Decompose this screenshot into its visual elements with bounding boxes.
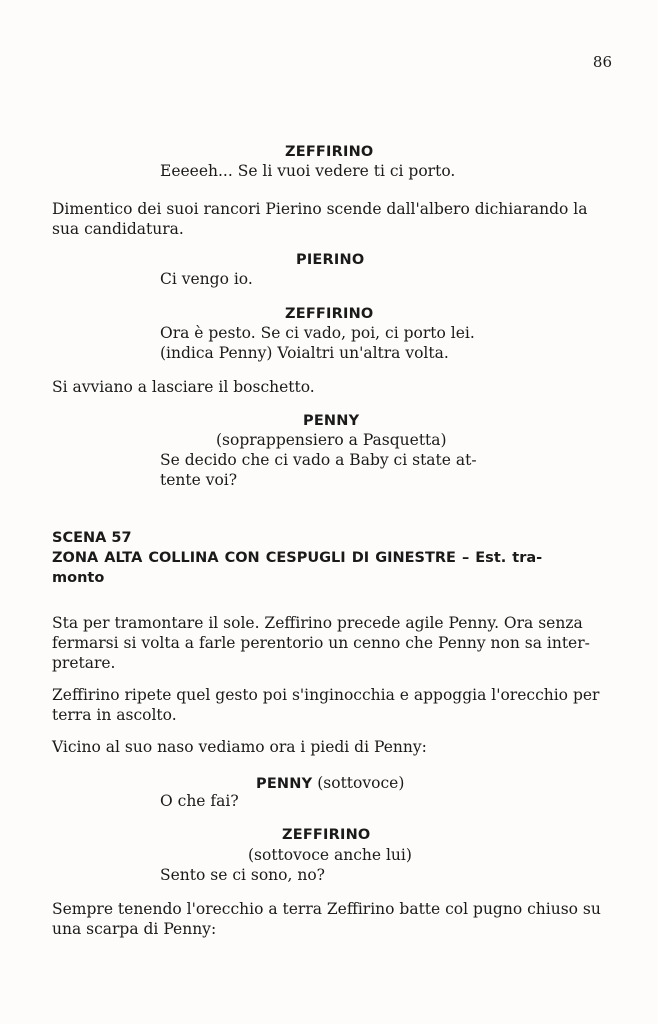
action-paragraph: [52, 613, 612, 673]
dialogue-line: Sento se ci sono, no?: [160, 866, 325, 884]
dialogue-line: Ora è pesto. Se ci vado, poi, ci porto lei.: [160, 324, 475, 342]
dialogue-block: [160, 323, 510, 363]
action-line: Sta per tramontare il sole. Zeffirino precede agile Penny. Ora senza: [52, 614, 583, 632]
action-paragraph: [52, 685, 612, 725]
action-line: Zeffirino ripete quel gesto poi s'inginocchia e appoggia l'orecchio per: [52, 686, 600, 704]
page-number: 86: [592, 53, 612, 71]
parenthetical: (soprappensiero a Pasquetta): [216, 431, 447, 449]
action-paragraph: [52, 899, 612, 939]
scene-location: ZONA ALTA COLLINA CON CESPUGLI DI GINESTRE – Est. tra-: [52, 550, 543, 566]
scene-heading: [52, 528, 612, 588]
character-name: ZEFFIRINO: [285, 144, 374, 160]
character-name: ZEFFIRINO: [285, 306, 374, 322]
action-line: Sempre tenendo l'orecchio a terra Zeffirino batte col pugno chiuso su: [52, 900, 601, 918]
character-name: PIERINO: [296, 252, 365, 268]
action-line: fermarsi si volta a farle perentorio un cenno che Penny non sa inter-: [52, 634, 590, 652]
character-name: PENNY: [303, 413, 360, 429]
dialogue-line: Se decido che ci vado a Baby ci state at-: [160, 451, 477, 469]
scene-number: SCENA 57: [52, 530, 132, 546]
dialogue-line: O che fai?: [160, 792, 239, 810]
character-name: ZEFFIRINO: [282, 827, 371, 843]
character-name: PENNY: [256, 776, 313, 792]
dialogue-line: tente voi?: [160, 471, 238, 489]
action-paragraph: Vicino al suo naso vediamo ora i piedi di Penny:: [52, 738, 427, 756]
action-line: sua candidatura.: [52, 220, 184, 238]
dialogue-block: [160, 430, 510, 490]
parenthetical: (sottovoce): [317, 774, 405, 792]
dialogue-line: (indica Penny) Voialtri un'altra volta.: [160, 344, 449, 362]
action-paragraph: [52, 199, 612, 239]
dialogue-block: [160, 845, 510, 885]
parenthetical: (sottovoce anche lui): [248, 846, 412, 864]
action-line: Dimentico dei suoi rancori Pierino scende dall'albero dichiarando la: [52, 200, 588, 218]
action-line: terra in ascolto.: [52, 706, 177, 724]
dialogue-line: Ci vengo io.: [160, 270, 253, 288]
action-paragraph: Si avviano a lasciare il boschetto.: [52, 378, 315, 396]
dialogue-line: Eeeeeh... Se li vuoi vedere ti ci porto.: [160, 162, 456, 180]
action-line: una scarpa di Penny:: [52, 920, 217, 938]
scene-location-cont: monto: [52, 570, 105, 586]
action-line: pretare.: [52, 654, 116, 672]
